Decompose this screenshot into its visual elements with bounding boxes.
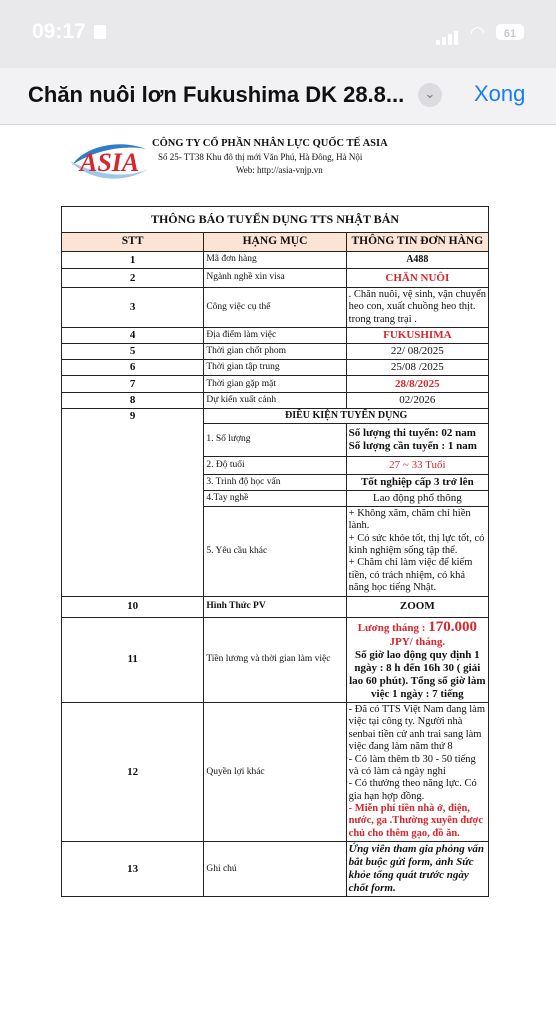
company-website: Web: http://asia-vnjp.vn <box>236 165 323 175</box>
conditions-title: ĐIỀU KIỆN TUYỂN DỤNG <box>204 409 489 424</box>
salary-prefix: Lương tháng : <box>357 621 429 634</box>
row-stt: 5 <box>62 344 204 360</box>
table-row <box>62 376 489 393</box>
header-item: HẠNG MỤC <box>204 233 346 252</box>
wifi-icon: ◠ <box>470 23 485 43</box>
benefit-item: - Đã có TTS Việt Nam đang làm việc tại công ty. Người nhà senbai tiền cử anh trai sang làm việc đang làm năm thứ 8 <box>348 704 485 753</box>
departure-date: 02/2026 <box>346 393 488 409</box>
row-label: Địa điểm làm việc <box>204 328 346 344</box>
skill-label: 4.Tay nghề <box>204 490 346 506</box>
document-page <box>0 125 556 1024</box>
requirement-item: + Có sức khỏe tốt, thị lực tốt, có kinh nghiệm sống tập thể. <box>348 532 485 557</box>
header-info: THÔNG TIN ĐƠN HÀNG <box>346 233 488 252</box>
status-time: 09:17 <box>32 20 86 43</box>
done-button[interactable]: Xong <box>474 81 526 106</box>
requirement-item: + Không xăm, chăm chỉ hiền lành. <box>348 507 471 532</box>
order-code: A488 <box>346 252 488 269</box>
benefit-item: - Có thưởng theo năng lực. Có gia hạn hợp đồng. <box>348 778 477 802</box>
age-label: 2. Độ tuổi <box>204 456 346 474</box>
benefit-item: - Có làm thêm tb 30 - 50 tiếng và có làm cả ngày nghỉ <box>348 753 476 777</box>
meeting-date: 28/8/2025 <box>346 376 488 393</box>
job-description: . Chăn nuôi, vệ sinh, vận chuyển heo con, xuất chuồng heo thịt. trong trang trại . <box>346 288 488 328</box>
table-row <box>62 409 489 424</box>
education-value: Tốt nghiệp cấp 3 trở lên <box>346 474 488 490</box>
form-deadline: 22/ 08/2025 <box>346 344 488 360</box>
company-name: CÔNG TY CỔ PHẦN NHÂN LỰC QUỐC TẾ ASIA <box>152 138 388 149</box>
signal-icon <box>436 27 460 45</box>
benefit-highlight: - Miễn phí tiền nhà ở, điện, nước, ga .Thường xuyên được chủ cho thêm gạo, đồ ăn. <box>348 803 484 839</box>
benefits-list <box>346 703 488 842</box>
visa-job: CHĂN NUÔI <box>346 269 488 288</box>
benefits-label: Quyền lợi khác <box>204 703 346 842</box>
row-stt: 9 <box>62 409 204 596</box>
row-label: Thời gian chốt phom <box>204 344 346 360</box>
row-stt: 7 <box>62 376 204 393</box>
row-stt: 2 <box>62 269 204 288</box>
row-label: Dự kiến xuất cảnh <box>204 393 346 409</box>
battery-level: 61 <box>503 28 517 40</box>
company-logo <box>66 135 150 189</box>
status-bar <box>0 0 556 68</box>
row-label: Ngành nghề xin visa <box>204 269 346 288</box>
quantity-value: Số lượng thi tuyển: 02 nam Số lượng cần tuyển : 1 nam <box>346 423 488 456</box>
table-row <box>62 328 489 344</box>
nav-bar <box>0 68 556 125</box>
salary-line <box>349 619 486 650</box>
interview-value: ZOOM <box>346 596 488 617</box>
table-title: THÔNG BÁO TUYỂN DỤNG TTS NHẬT BẢN <box>62 207 489 233</box>
row-label: Thời gian gặp mặt <box>204 376 346 393</box>
table-row <box>62 703 489 842</box>
row-stt: 1 <box>62 252 204 269</box>
row-stt: 11 <box>62 617 204 703</box>
note-label: Ghi chú <box>204 842 346 897</box>
lock-icon <box>94 25 106 39</box>
row-stt: 8 <box>62 393 204 409</box>
age-value: 27 ~ 33 Tuổi <box>346 456 488 474</box>
salary-suffix: JPY/ tháng. <box>389 636 446 649</box>
salary-label: Tiền lương và thời gian làm việc <box>204 617 346 703</box>
row-stt: 10 <box>62 596 204 617</box>
row-label: Mã đơn hàng <box>204 252 346 269</box>
chevron-down-icon[interactable]: ⌄ <box>418 83 442 107</box>
table-row <box>62 344 489 360</box>
interview-label: Hình Thức PV <box>204 596 346 617</box>
working-hours: Số giờ lao động quy định 1 ngày : 8 h đến 16h 30 ( giải lao 60 phút). Tổng số giờ làm việc 1 ngày : 7 tiếng <box>349 649 486 701</box>
header-stt: STT <box>62 233 204 252</box>
row-stt: 12 <box>62 703 204 842</box>
row-stt: 4 <box>62 328 204 344</box>
skill-value: Lao động phổ thông <box>346 490 488 506</box>
logo-text: ASIA <box>80 148 140 177</box>
education-label: 3. Trình độ học vấn <box>204 474 346 490</box>
table-row <box>62 617 489 703</box>
recruitment-table <box>61 206 489 897</box>
quantity-label: 1. Số lượng <box>204 423 346 456</box>
row-stt: 6 <box>62 360 204 376</box>
note-value: Ứng viên tham gia phỏng vấn bắt buộc gửi form, ảnh Sức khỏe tổng quát trước ngày chốt form. <box>346 842 488 897</box>
table-row <box>62 842 489 897</box>
work-location: FUKUSHIMA <box>346 328 488 344</box>
row-stt: 13 <box>62 842 204 897</box>
company-address: Số 25- TT38 Khu đô thị mới Văn Phú, Hà Đông, Hà Nội <box>158 152 363 162</box>
document-title: Chăn nuôi lơn Fukushima DK 28.8... <box>28 82 405 107</box>
row-stt: 3 <box>62 288 204 328</box>
requirements-list <box>346 506 488 596</box>
table-row <box>62 596 489 617</box>
table-row <box>62 252 489 269</box>
salary-amount: 170.000 <box>428 618 477 635</box>
table-row <box>62 288 489 328</box>
table-row <box>62 360 489 376</box>
row-label: Thời gian tập trung <box>204 360 346 376</box>
gathering-date: 25/08 /2025 <box>346 360 488 376</box>
table-row <box>62 269 489 288</box>
table-row <box>62 393 489 409</box>
requirement-item: + Chăm chỉ làm việc để kiếm tiền, có trách nhiệm, có khả năng học tiếng Nhật. <box>348 557 473 594</box>
battery-icon <box>496 24 524 40</box>
requirements-label: 5. Yêu cầu khác <box>204 506 346 596</box>
row-label: Công việc cụ thể <box>204 288 346 328</box>
salary-info <box>346 617 488 703</box>
